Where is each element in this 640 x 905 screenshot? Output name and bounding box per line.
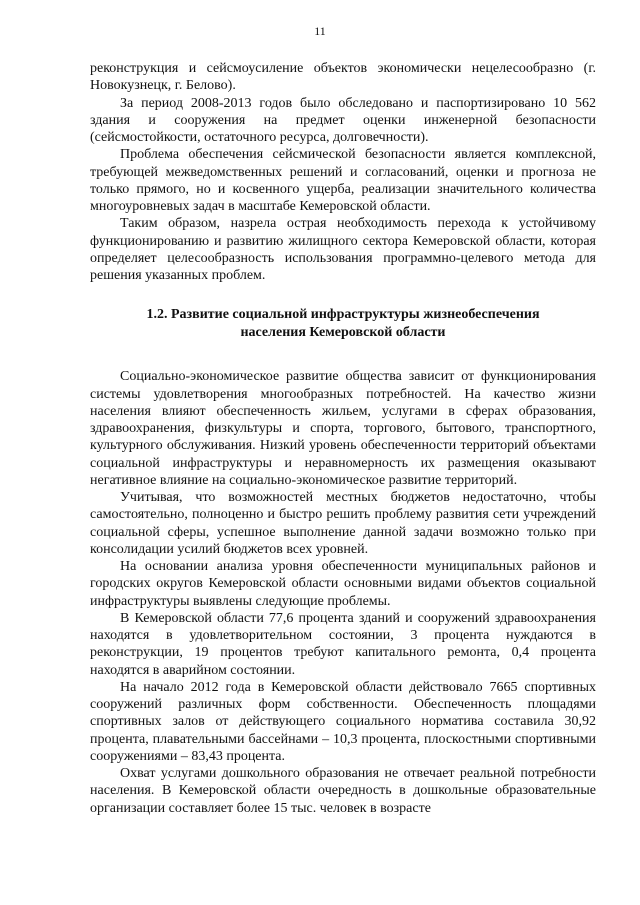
section-heading-line-2: населения Кемеровской области (240, 324, 446, 340)
document-body (90, 60, 596, 817)
paragraph: Проблема обеспечения сейсмической безопасности является комплексной, требующей межведомственных решений и согласований, оценки и прогноза не только прямого, но и косвенного ущерба, реализации значительного количества многоуровневых задач в масштабе Кемеровской области. (90, 147, 596, 214)
paragraph: На основании анализа уровня обеспеченности муниципальных районов и городских округов Кемеровской области основными видами объектов социальной инфраструктуры выявлены следующие проблемы. (90, 559, 596, 609)
paragraph-continued: реконструкция и сейсмоусиление объектов экономически нецелесообразно (г. Новокузнецк, г. Белово). (90, 61, 596, 94)
paragraph: Таким образом, назрела острая необходимость перехода к устойчивому функционированию и развитию жилищного сектора Кемеровской области, которая определяет целесообразность использования программно-целевого метода для решения указанных проблем. (90, 216, 596, 283)
paragraph: За период 2008-2013 годов было обследовано и паспортизировано 10 562 здания и сооружения на предмет оценки инженерной безопасности (сейсмостойкости, остаточного ресурса, долговечности). (90, 95, 596, 145)
section-heading (90, 306, 596, 341)
page-number: 11 (314, 24, 326, 38)
paragraph: На начало 2012 года в Кемеровской области действовало 7665 спортивных сооружений различных форм собственности. Обеспеченность площадями спортивных залов от действующего социального норматива составила 30,92 процента, плавательными бассейнами – 10,3 процента, плоскостными спортивными сооружениями – 83,43 процента. (90, 679, 596, 764)
paragraph: Социально-экономическое развитие общества зависит от функционирования системы удовлетворения многообразных потребностей. На качество жизни населения влияют обеспеченность жильем, услугами в сферах образования, здравоохранения, физкультуры и спорта, торгового, бытового, транспортного, культурного обслуживания. Низкий уровень обеспеченности территорий объектами социальной инфраструктуры и неравномерность их размещения оказывают негативное влияние на социально-экономическое развитие территорий. (90, 369, 596, 488)
paragraph: Учитывая, что возможностей местных бюджетов недостаточно, чтобы самостоятельно, полноценно и быстро решить проблему развития сети учреждений социальной сферы, успешное выполнение данной задачи возможно только при консолидации усилий бюджетов всех уровней. (90, 490, 596, 557)
section-heading-line-1: 1.2. Развитие социальной инфраструктуры жизнеобеспечения (146, 307, 540, 323)
paragraph: В Кемеровской области 77,6 процента зданий и сооружений здравоохранения находятся в удовлетворительном состоянии, 3 процента нуждаются в реконструкции, 19 процентов требуют капитального ремонта, 0,4 процента находятся в аварийном состоянии. (90, 610, 596, 678)
paragraph: Охват услугами дошкольного образования не отвечает реальной потребности населения. В Кемеровской области очередность в дошкольные образовательные организации составляет более 15 тыс. человек в возрасте (90, 766, 596, 816)
